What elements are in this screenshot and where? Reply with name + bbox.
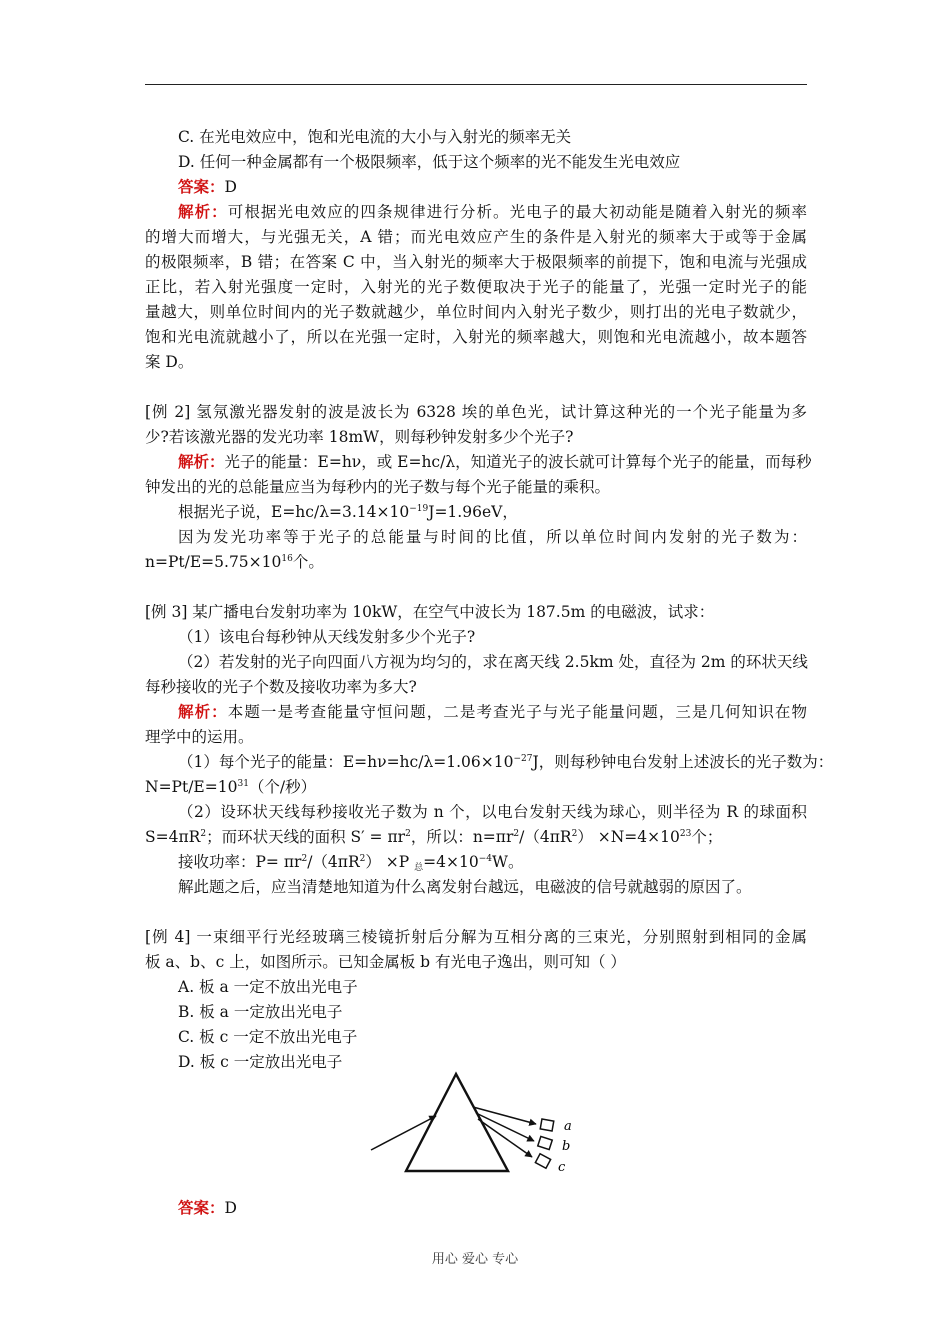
example3-conclusion: 解此题之后，应当清楚地知道为什么离发射台越远，电磁波的信号就越弱的原因了。 xyxy=(178,878,752,896)
example3-sub1: （1）该电台每秒钟从天线发射多少个光子? xyxy=(178,628,476,646)
example3-answer2: （2）设环状天线每秒接收光子数为 n 个，以电台发射天线为球心，则半径为 R 的球面积 xyxy=(178,803,807,821)
page-footer: 用心 爱心 专心 xyxy=(431,1252,519,1267)
option-c: C. 在光电效应中，饱和光电流的大小与入射光的频率无关 xyxy=(178,128,572,146)
formula-text: ） ×N=4×10 xyxy=(577,828,680,846)
analysis-text: 可根据光电效应的四条规律进行分析。光电子的最大初动能是随着入射光的频率 xyxy=(227,203,807,221)
exponent: 2 xyxy=(513,829,520,839)
exponent: −27 xyxy=(513,754,533,764)
formula-text: 根据光子说，E=hc/λ=3.14×10 xyxy=(178,503,410,521)
formula-text: /（4πR xyxy=(519,828,572,846)
subscript: 总 xyxy=(414,863,424,873)
formula-text: ；而环状天线的面积 S′ = πr xyxy=(206,828,406,846)
analysis-line: 量越大，则单位时间内的光子数就越少，单位时间内入射光子数少，则打出的光电子数就少， xyxy=(145,303,807,321)
analysis-line: 饱和光电流就越小了，所以在光强一定时，入射光的频率越大，则饱和光电流越小，故本题答 xyxy=(145,328,807,346)
example4-option-d: D. 板 c 一定放出光电子 xyxy=(178,1053,343,1071)
formula-text: J，则每秒钟电台发射上述波长的光子数为： xyxy=(532,753,834,771)
formula-text: 个； xyxy=(691,828,723,846)
formula-text: 个。 xyxy=(292,553,324,571)
example4-option-a: A. 板 a 一定不放出光电子 xyxy=(178,978,358,996)
formula-text: N=Pt/E=10 xyxy=(145,778,238,796)
example3-power xyxy=(178,850,807,874)
prism-triangle xyxy=(406,1074,508,1171)
example3-answer2-formula xyxy=(145,825,807,849)
example2-analysis: 钟发出的光的总能量应当为每秒内的光子数与每个光子能量的乘积。 xyxy=(145,478,611,496)
analysis-text: 本题一是考查能量守恒问题，二是考查光子与光子能量问题，三是几何知识在物 xyxy=(227,703,807,721)
metal-plate-c xyxy=(535,1154,550,1168)
analysis-label: 解析： xyxy=(178,202,228,221)
example3-answer1 xyxy=(178,750,834,774)
exponent: 2 xyxy=(200,829,207,839)
example4-option-c: C. 板 c 一定不放出光电子 xyxy=(178,1028,358,1046)
formula-text: n=Pt/E=5.75×10 xyxy=(145,553,282,571)
example3-sub2: （2）若发射的光子向四面八方视为均匀的，求在离天线 2.5km 处，直径为 2m 的环状天线 xyxy=(178,653,808,671)
exponent: 2 xyxy=(571,829,578,839)
example2-step2: 因为发光功率等于光子的总能量与时间的比值，所以单位时间内发射的光子数为： xyxy=(178,528,807,546)
analysis-line: 案 D。 xyxy=(145,353,194,371)
answer-value: D xyxy=(224,1199,237,1217)
example4-question: 板 a、b、c 上，如图所示。已知金属板 b 有光电子逸出，则可知（ ） xyxy=(145,953,626,971)
analysis-label: 解析： xyxy=(178,702,228,721)
example4-question: [例 4] 一束细平行光经玻璃三棱镜折射后分解为互相分离的三束光，分别照射到相同的金属 xyxy=(145,928,807,946)
example2-analysis xyxy=(178,450,812,474)
formula-text: ） ×P xyxy=(365,853,415,871)
header-rule xyxy=(145,84,807,85)
example3-question: [例 3] 某广播电台发射功率为 10kW，在空气中波长为 187.5m 的电磁波，试求： xyxy=(145,603,715,621)
formula-text: 接收功率：P= πr xyxy=(178,853,302,871)
exponent: 16 xyxy=(281,554,293,564)
metal-plate-b xyxy=(538,1136,553,1149)
formula-text: S=4πR xyxy=(145,828,201,846)
exponent: 23 xyxy=(679,829,692,839)
plate-label-b: b xyxy=(562,1139,571,1154)
analysis-line: 的增大而增大，与光强无关，A 错；而光电效应产生的条件是入射光的频率大于或等于金属 xyxy=(145,228,807,246)
exponent: −4 xyxy=(478,854,493,864)
exponent: 2 xyxy=(359,854,366,864)
example2-question: 少?若该激光器的发光功率 18mW，则每秒钟发射多少个光子? xyxy=(145,428,574,446)
exponent: −19 xyxy=(409,504,429,514)
analysis-line: 正比，若入射光强度一定时，入射光的光子数便取决于光子的能量了，光强一定时光子的能 xyxy=(145,278,807,296)
formula-text: W。 xyxy=(492,853,524,871)
formula-text: /（4πR xyxy=(307,853,360,871)
plate-label-a: a xyxy=(564,1119,572,1134)
answer-line xyxy=(178,175,807,199)
example4-option-b: B. 板 a 一定放出光电子 xyxy=(178,1003,343,1021)
exponent: 31 xyxy=(237,779,249,789)
example3-answer1-result xyxy=(145,775,807,799)
formula-text: （个/秒） xyxy=(248,778,317,796)
formula-text: ，所以：n=πr xyxy=(410,828,514,846)
plate-label-c: c xyxy=(558,1160,566,1175)
answer-value: D xyxy=(224,178,237,196)
answer-label: 答案： xyxy=(178,1198,225,1217)
analysis-text: 光子的能量：E=hν，或 E=hc/λ，知道光子的波长就可计算每个光子的能量，而每秒 xyxy=(224,453,812,471)
formula-text: J=1.96eV， xyxy=(428,503,518,521)
example3-analysis xyxy=(178,700,807,724)
prism-figure xyxy=(368,1070,584,1182)
analysis-line: 的极限频率，B 错；在答案 C 中，当入射光的频率大于极限频率的前提下，饱和电流与光强成 xyxy=(145,253,807,271)
formula-text: =4×10 xyxy=(423,853,479,871)
example3-analysis: 理学中的运用。 xyxy=(145,728,254,746)
answer-label: 答案： xyxy=(178,177,225,196)
option-d: D. 任何一种金属都有一个极限频率，低于这个频率的光不能发生光电效应 xyxy=(178,153,681,171)
example2-result xyxy=(145,550,807,574)
formula-text: （1）每个光子的能量：E=hν=hc/λ=1.06×10 xyxy=(178,753,514,771)
refracted-ray-c xyxy=(478,1119,532,1157)
example2-question: [例 2] 氢氖激光器发射的波是波长为 6328 埃的单色光，试计算这种光的一个光子能量为多 xyxy=(145,403,807,421)
example3-sub2: 每秒接收的光子个数及接收功率为多大? xyxy=(145,678,417,696)
analysis-line xyxy=(178,200,807,224)
metal-plate-a xyxy=(540,1119,554,1131)
analysis-label: 解析： xyxy=(178,452,225,471)
example2-step1 xyxy=(178,500,807,524)
exponent: 2 xyxy=(405,829,411,839)
exponent: 2 xyxy=(301,854,308,864)
example4-answer xyxy=(178,1196,807,1220)
